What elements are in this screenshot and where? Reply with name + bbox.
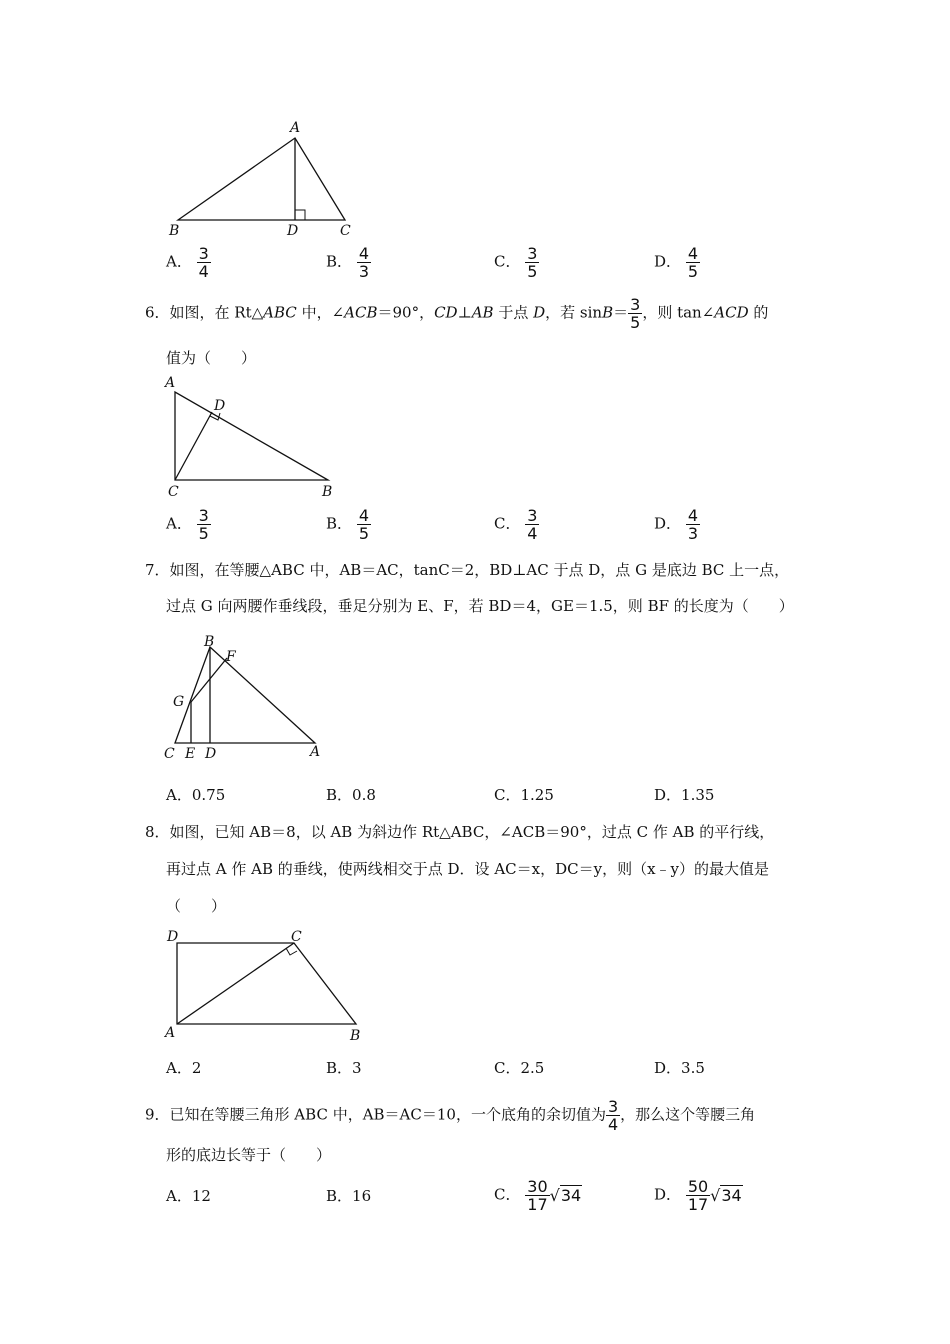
q8-right-angle-mark (286, 948, 297, 955)
q8-option-a[interactable]: A．2 (166, 1059, 202, 1077)
q5-label-c: C (340, 223, 351, 239)
q7-label-c: C (164, 746, 175, 762)
q5-figure (160, 110, 370, 240)
q7-perp-gf (191, 658, 227, 702)
q9-option-c-fraction: $\frac{30}{17}$ (527, 1177, 548, 1214)
q5-option-a[interactable]: A． $\frac{3}{4}$ (166, 244, 209, 281)
q7-option-c[interactable]: C．1.25 (494, 786, 554, 804)
q8-option-d[interactable]: D．3.5 (654, 1059, 705, 1077)
q8-figure (160, 925, 370, 1050)
q5-triangle (178, 138, 345, 220)
q6-sin-fraction: $\frac{3}{5}$ (630, 295, 641, 332)
q7-label-g: G (173, 694, 185, 710)
q9-stem-line2: 形的底边长等于（ ） (166, 1146, 332, 1164)
q6-altitude (175, 412, 212, 480)
q6-stem-line1: 6．如图，在 Rt△ABC 中，∠ACB＝90°，CD⊥AB 于点 D，若 sinB＝ $\frac{3}{5}$ ，则 tan∠ACD 的 (145, 295, 769, 332)
q8-stem-line1: 8．如图，已知 AB＝8，以 AB 为斜边作 Rt△ABC，∠ACB＝90°，过点 C 作 AB 的平行线， (145, 823, 775, 841)
q8-rect-quad (177, 943, 356, 1024)
q7-figure (160, 630, 330, 765)
q7-label-b: B (204, 634, 215, 650)
q8-option-c[interactable]: C．2.5 (494, 1059, 545, 1077)
q6-stem-line2: 值为（ ） (166, 349, 257, 367)
q8-label-b: B (350, 1028, 361, 1044)
q8-label-c: C (291, 929, 302, 945)
q7-option-a[interactable]: A．0.75 (166, 786, 226, 804)
q9-cot-fraction: $\frac{3}{4}$ (607, 1097, 619, 1134)
q6-label-b: B (322, 484, 333, 500)
q5-option-c[interactable]: C． $\frac{3}{5}$ (494, 244, 538, 281)
q6-option-d[interactable]: D． $\frac{4}{3}$ (654, 506, 698, 543)
q6-option-b-fraction: $\frac{4}{5}$ (358, 506, 369, 543)
q6-option-d-fraction: $\frac{4}{3}$ (687, 506, 698, 543)
q7-stem-line1: 7．如图，在等腰△ABC 中，AB＝AC，tanC＝2，BD⊥AC 于点 D，点 G 是底边 BC 上一点， (145, 561, 790, 579)
q8-diagonal-ac (177, 943, 294, 1024)
q5-label-b: B (169, 223, 180, 239)
q7-label-d: D (205, 746, 217, 762)
q7-option-b[interactable]: B．0.8 (326, 786, 376, 804)
q5-option-b[interactable]: B． $\frac{4}{3}$ (326, 244, 369, 281)
q9-option-a[interactable]: A．12 (166, 1187, 211, 1205)
q5-option-d-fraction: $\frac{4}{5}$ (687, 244, 698, 281)
q7-stem-line2: 过点 G 向两腰作垂线段，垂足分别为 E、F，若 BD＝4，GE＝1.5，则 BF 的长度为（ ） (166, 597, 794, 615)
q5-label-a: A (290, 120, 301, 136)
q7-label-e: E (185, 746, 196, 762)
q5-option-b-fraction: $\frac{4}{3}$ (358, 244, 369, 281)
q6-option-b[interactable]: B． $\frac{4}{5}$ (326, 506, 369, 543)
q6-label-d: D (214, 398, 226, 414)
q7-label-f: F (226, 649, 236, 665)
q9-option-d-sqrt-icon: √34 (710, 1185, 742, 1205)
q6-label-a: A (165, 375, 176, 391)
q6-option-a[interactable]: A． $\frac{3}{5}$ (166, 506, 209, 543)
q6-option-c[interactable]: C． $\frac{3}{4}$ (494, 506, 538, 543)
q9-option-d[interactable]: D． $\frac{50}{17}$ √34 (654, 1177, 742, 1214)
q5-label-d: D (287, 223, 299, 239)
q8-option-b[interactable]: B．3 (326, 1059, 362, 1077)
q5-right-angle-mark (295, 210, 305, 220)
q8-label-a: A (165, 1025, 176, 1041)
q5-option-a-fraction: $\frac{3}{4}$ (198, 244, 209, 281)
q9-stem-line1: 9．已知在等腰三角形 ABC 中，AB＝AC＝10，一个底角的余切值为 $\frac{3}{4}$ ，那么这个等腰三角 (145, 1097, 756, 1134)
q6-label-c: C (168, 484, 179, 500)
q7-label-a: A (310, 744, 321, 760)
q9-option-b[interactable]: B．16 (326, 1187, 372, 1205)
q5-option-c-fraction: $\frac{3}{5}$ (527, 244, 538, 281)
q8-stem-line2: 再过点 A 作 AB 的垂线，使两线相交于点 D．设 AC＝x，DC＝y，则（x﹣y）的最大值是 (166, 860, 770, 878)
q7-option-d[interactable]: D．1.35 (654, 786, 715, 804)
q8-stem-line3: （ ） (166, 897, 227, 915)
q6-figure (160, 370, 350, 505)
q9-option-d-fraction: $\frac{50}{17}$ (687, 1177, 709, 1214)
q6-option-c-fraction: $\frac{3}{4}$ (527, 506, 538, 543)
q9-option-c[interactable]: C． $\frac{30}{17}$ √34 (494, 1177, 582, 1214)
q5-option-d[interactable]: D． $\frac{4}{5}$ (654, 244, 698, 281)
q6-triangle (175, 392, 328, 480)
q6-option-a-fraction: $\frac{3}{5}$ (198, 506, 209, 543)
q9-option-c-sqrt-icon: √34 (549, 1185, 582, 1205)
q8-label-d: D (167, 929, 179, 945)
